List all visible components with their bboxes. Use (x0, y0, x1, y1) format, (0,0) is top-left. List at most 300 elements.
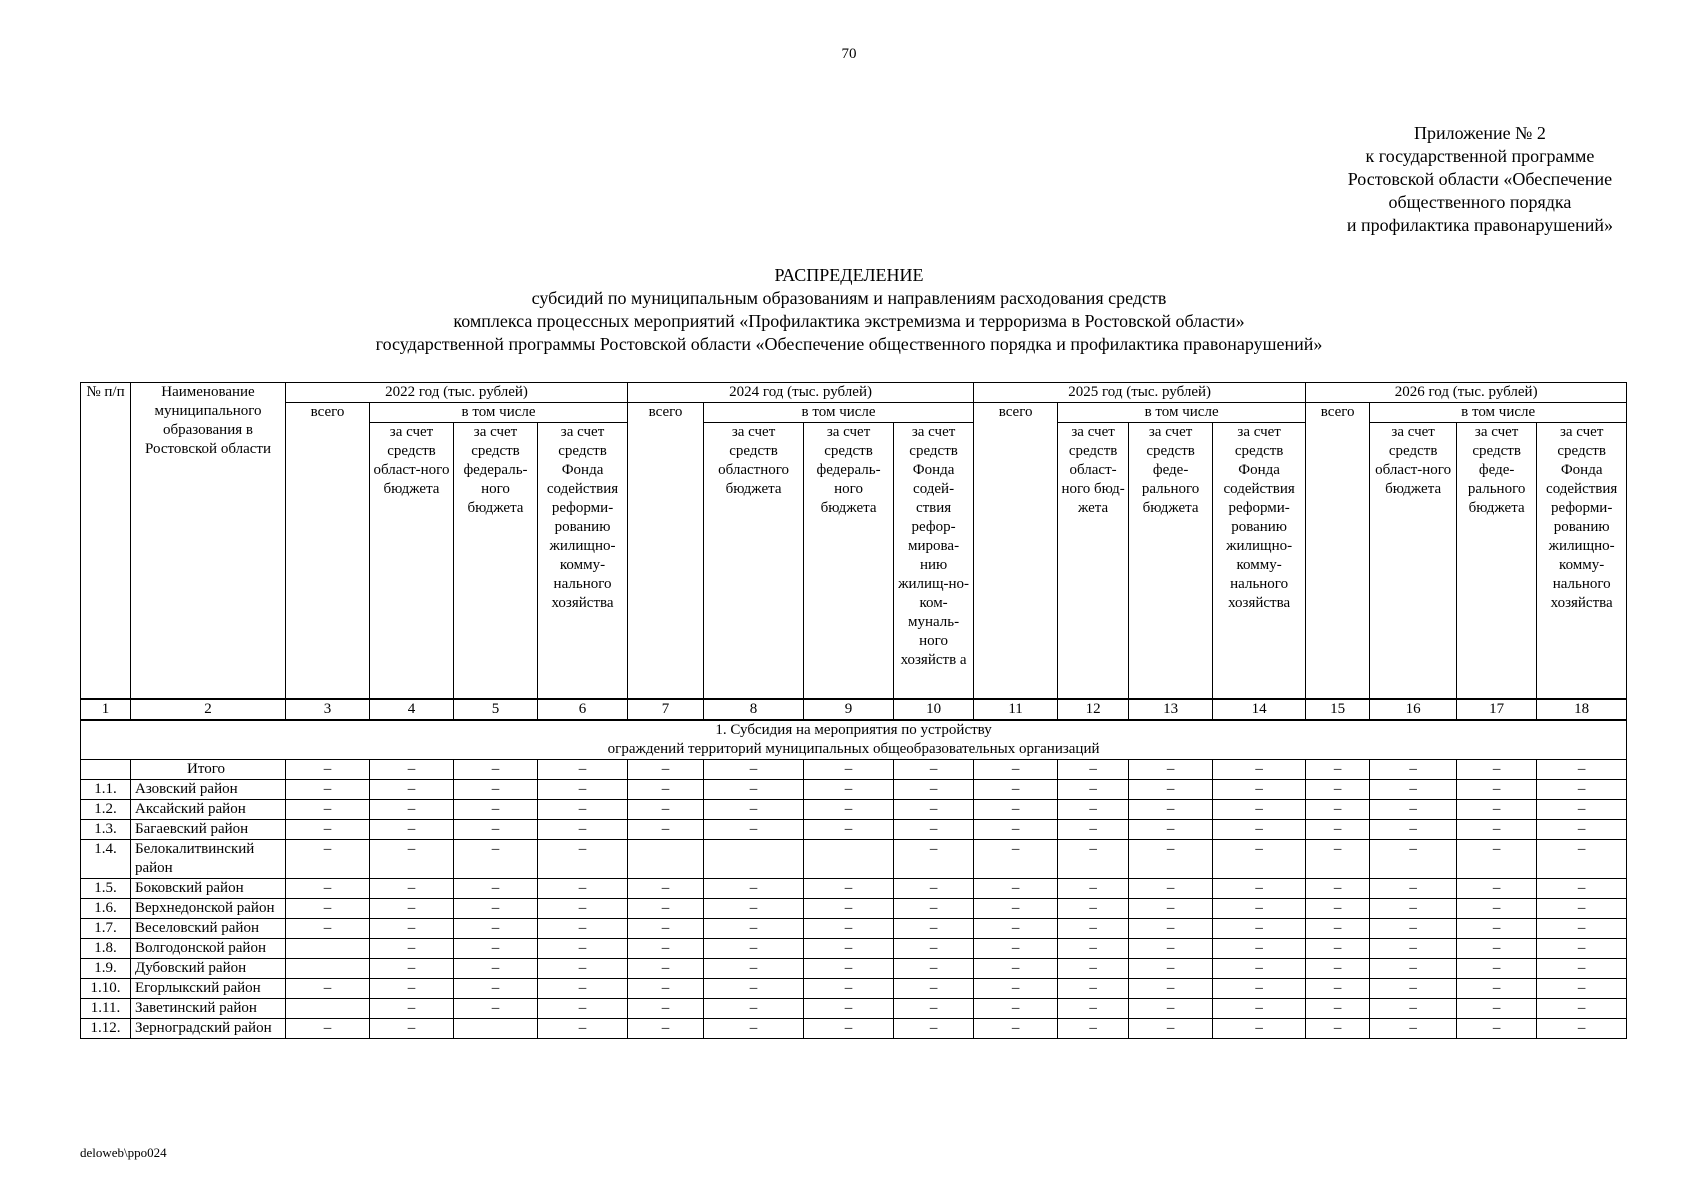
page-number: 70 (841, 46, 857, 62)
value-cell: – (894, 998, 974, 1018)
column-number: 13 (1129, 699, 1213, 720)
value-cell: – (1370, 898, 1457, 918)
header-total-2025: всего (974, 403, 1058, 699)
value-cell: – (1306, 759, 1370, 779)
value-cell: – (370, 1018, 454, 1038)
value-cell: – (1537, 839, 1627, 878)
value-cell: – (974, 799, 1058, 819)
value-cell: – (538, 978, 628, 998)
value-cell: – (974, 958, 1058, 978)
header-year-2026: 2026 год (тыс. рублей) (1306, 383, 1627, 403)
value-cell: – (370, 898, 454, 918)
value-cell: – (538, 958, 628, 978)
value-cell: – (628, 918, 704, 938)
value-cell: – (1306, 938, 1370, 958)
table-row (81, 839, 1627, 878)
value-cell: – (538, 898, 628, 918)
value-cell: – (1537, 759, 1627, 779)
table-row (81, 898, 1627, 918)
value-cell: – (804, 878, 894, 898)
value-cell: – (804, 779, 894, 799)
row-number: 1.8. (81, 938, 131, 958)
table-row (81, 998, 1627, 1018)
header-regional-budget: за счет средств област-ного бюд-жета (1058, 423, 1129, 699)
value-cell: – (454, 958, 538, 978)
value-cell: – (894, 878, 974, 898)
value-cell: – (704, 938, 804, 958)
value-cell: – (1213, 958, 1306, 978)
value-cell: – (1306, 998, 1370, 1018)
column-number: 17 (1457, 699, 1537, 720)
row-number: 1.1. (81, 779, 131, 799)
table-row (81, 918, 1627, 938)
title-line: комплекса процессных мероприятий «Профилактика экстремизма и терроризма в Ростовской области» (453, 311, 1245, 331)
value-cell: – (704, 759, 804, 779)
header-federal-budget: за счет средств федераль-ного бюджета (804, 423, 894, 699)
value-cell: – (628, 898, 704, 918)
value-cell: – (1058, 779, 1129, 799)
value-cell: – (628, 998, 704, 1018)
value-cell: – (894, 938, 974, 958)
row-number: 1.10. (81, 978, 131, 998)
value-cell: – (894, 819, 974, 839)
value-cell: – (286, 799, 370, 819)
value-cell: – (1306, 898, 1370, 918)
total-row (81, 759, 1627, 779)
value-cell: – (894, 898, 974, 918)
value-cell: – (1058, 958, 1129, 978)
value-cell: – (1213, 998, 1306, 1018)
table-row (81, 878, 1627, 898)
value-cell: – (538, 839, 628, 878)
municipality-name: Аксайский район (131, 799, 286, 819)
value-cell: – (894, 839, 974, 878)
value-cell: – (1457, 799, 1537, 819)
value-cell: – (1129, 1018, 1213, 1038)
value-cell: – (286, 898, 370, 918)
header-including-2026: в том числе (1370, 403, 1627, 423)
value-cell: – (1058, 839, 1129, 878)
header-year-2025: 2025 год (тыс. рублей) (974, 383, 1306, 403)
title-line: субсидий по муниципальным образованиям и направлениям расходования средств (531, 288, 1167, 308)
value-cell: – (628, 779, 704, 799)
municipality-name: Боковский район (131, 878, 286, 898)
value-cell: – (1537, 799, 1627, 819)
value-cell: – (1457, 878, 1537, 898)
row-number (81, 759, 131, 779)
value-cell: – (1370, 918, 1457, 938)
value-cell: – (628, 759, 704, 779)
row-number: 1.3. (81, 819, 131, 839)
value-cell: – (454, 918, 538, 938)
value-cell: – (1213, 918, 1306, 938)
value-cell: – (974, 819, 1058, 839)
value-cell: – (1370, 998, 1457, 1018)
value-cell: – (1129, 878, 1213, 898)
value-cell: – (1129, 759, 1213, 779)
value-cell: – (286, 779, 370, 799)
value-cell: – (628, 958, 704, 978)
value-cell: – (1370, 938, 1457, 958)
header-regional-budget: за счет средств област-ного бюджета (370, 423, 454, 699)
value-cell: – (1370, 958, 1457, 978)
column-number: 2 (131, 699, 286, 720)
value-cell (286, 998, 370, 1018)
value-cell: – (704, 1018, 804, 1038)
value-cell: – (1306, 978, 1370, 998)
column-number-row (81, 699, 1627, 720)
value-cell: – (370, 819, 454, 839)
appendix-line: Ростовской области «Обеспечение (1347, 169, 1613, 189)
value-cell: – (1306, 799, 1370, 819)
section-title-line: 1. Субсидия на мероприятия по устройству (715, 721, 992, 738)
header-federal-budget: за счет средств феде-рального бюджета (1457, 423, 1537, 699)
value-cell: – (1129, 779, 1213, 799)
row-number: 1.4. (81, 839, 131, 878)
value-cell: – (974, 998, 1058, 1018)
value-cell: – (538, 799, 628, 819)
value-cell: – (1058, 878, 1129, 898)
value-cell: – (1537, 898, 1627, 918)
header-federal-budget: за счет средств феде-рального бюджета (1129, 423, 1213, 699)
value-cell: – (628, 819, 704, 839)
value-cell: – (894, 978, 974, 998)
value-cell: – (286, 978, 370, 998)
value-cell: – (538, 1018, 628, 1038)
value-cell: – (1213, 839, 1306, 878)
value-cell: – (704, 819, 804, 839)
value-cell: – (628, 1018, 704, 1038)
value-cell: – (1537, 779, 1627, 799)
value-cell: – (454, 839, 538, 878)
value-cell: – (286, 918, 370, 938)
column-number: 8 (704, 699, 804, 720)
value-cell: – (370, 978, 454, 998)
value-cell: – (1370, 878, 1457, 898)
value-cell: – (1058, 978, 1129, 998)
value-cell: – (804, 759, 894, 779)
value-cell: – (1129, 978, 1213, 998)
value-cell: – (804, 819, 894, 839)
value-cell: – (454, 759, 538, 779)
value-cell: – (1213, 759, 1306, 779)
value-cell: – (1306, 819, 1370, 839)
municipality-name: Веселовский район (131, 918, 286, 938)
municipality-name: Волгодонской район (131, 938, 286, 958)
value-cell: – (1213, 799, 1306, 819)
column-number: 7 (628, 699, 704, 720)
value-cell: – (804, 918, 894, 938)
value-cell: – (1306, 779, 1370, 799)
value-cell: – (454, 799, 538, 819)
value-cell (804, 839, 894, 878)
column-number: 6 (538, 699, 628, 720)
header-total-2024: всего (628, 403, 704, 699)
value-cell: – (704, 878, 804, 898)
header-housing-fund: за счет средств Фонда содействия реформи-рованию жилищно-комму-нального хозяйства (538, 423, 628, 699)
value-cell: – (286, 878, 370, 898)
column-number: 4 (370, 699, 454, 720)
municipality-name: Егорлыкский район (131, 978, 286, 998)
appendix-line: и профилактика правонарушений» (1346, 215, 1613, 235)
column-number: 3 (286, 699, 370, 720)
value-cell: – (894, 759, 974, 779)
table-row (81, 978, 1627, 998)
table-row (81, 799, 1627, 819)
value-cell: – (1457, 1018, 1537, 1038)
value-cell: – (1213, 898, 1306, 918)
table-row (81, 1018, 1627, 1038)
value-cell: – (628, 799, 704, 819)
value-cell: – (704, 779, 804, 799)
value-cell: – (1537, 819, 1627, 839)
value-cell: – (370, 779, 454, 799)
table-row (81, 938, 1627, 958)
value-cell: – (1129, 998, 1213, 1018)
value-cell: – (804, 938, 894, 958)
header-including-2024: в том числе (704, 403, 974, 423)
value-cell: – (894, 958, 974, 978)
footer-code: deloweb\ppo024 (80, 1145, 167, 1160)
value-cell: – (1370, 839, 1457, 878)
value-cell: – (1370, 978, 1457, 998)
value-cell: – (1537, 978, 1627, 998)
value-cell: – (974, 978, 1058, 998)
municipality-name: Белокалитвинский район (131, 839, 286, 878)
value-cell: – (1058, 998, 1129, 1018)
value-cell: – (538, 759, 628, 779)
value-cell: – (454, 978, 538, 998)
value-cell: – (1457, 819, 1537, 839)
header-total-2026: всего (1306, 403, 1370, 699)
value-cell: – (1306, 839, 1370, 878)
subsidy-table (80, 382, 1627, 1039)
value-cell: – (704, 799, 804, 819)
value-cell: – (538, 878, 628, 898)
value-cell: – (1306, 958, 1370, 978)
value-cell: – (1537, 958, 1627, 978)
value-cell: – (804, 958, 894, 978)
appendix-note (1347, 122, 1613, 237)
value-cell (704, 839, 804, 878)
column-number: 9 (804, 699, 894, 720)
value-cell: – (1537, 938, 1627, 958)
appendix-line: к государственной программе (1365, 146, 1595, 166)
value-cell: – (1457, 779, 1537, 799)
value-cell: – (1370, 819, 1457, 839)
value-cell: – (804, 799, 894, 819)
value-cell: – (454, 779, 538, 799)
value-cell: – (1129, 938, 1213, 958)
municipality-name: Дубовский район (131, 958, 286, 978)
row-number: 1.11. (81, 998, 131, 1018)
value-cell: – (454, 938, 538, 958)
value-cell: – (628, 938, 704, 958)
value-cell: – (1370, 779, 1457, 799)
value-cell: – (1370, 799, 1457, 819)
column-number: 15 (1306, 699, 1370, 720)
value-cell: – (1306, 878, 1370, 898)
value-cell: – (1129, 839, 1213, 878)
value-cell: – (1058, 938, 1129, 958)
value-cell: – (974, 918, 1058, 938)
value-cell: – (1058, 918, 1129, 938)
value-cell: – (286, 759, 370, 779)
value-cell (454, 1018, 538, 1038)
value-cell (286, 958, 370, 978)
header-num: № п/п (81, 383, 131, 699)
value-cell: – (454, 878, 538, 898)
column-number: 5 (454, 699, 538, 720)
value-cell: – (804, 898, 894, 918)
value-cell: – (454, 819, 538, 839)
value-cell: – (974, 878, 1058, 898)
value-cell: – (894, 779, 974, 799)
header-housing-fund: за счет средств Фонда содействия реформи-рованию жилищно-комму-нального хозяйства (1537, 423, 1627, 699)
value-cell: – (370, 878, 454, 898)
value-cell: – (1058, 799, 1129, 819)
header-including-2025: в том числе (1058, 403, 1306, 423)
header-year-2024: 2024 год (тыс. рублей) (628, 383, 974, 403)
value-cell: – (1457, 958, 1537, 978)
value-cell: – (628, 878, 704, 898)
section-title (81, 720, 1627, 760)
value-cell: – (1537, 1018, 1627, 1038)
value-cell: – (286, 1018, 370, 1038)
value-cell: – (1457, 978, 1537, 998)
value-cell: – (804, 978, 894, 998)
value-cell: – (286, 839, 370, 878)
municipality-name: Заветинский район (131, 998, 286, 1018)
value-cell: – (1129, 799, 1213, 819)
value-cell: – (1213, 938, 1306, 958)
value-cell: – (704, 998, 804, 1018)
column-number: 1 (81, 699, 131, 720)
value-cell: – (1213, 819, 1306, 839)
value-cell: – (454, 898, 538, 918)
value-cell: – (628, 978, 704, 998)
municipality-name: Багаевский район (131, 819, 286, 839)
value-cell: – (974, 1018, 1058, 1038)
municipality-name: Верхнедонской район (131, 898, 286, 918)
municipality-name: Зерноградский район (131, 1018, 286, 1038)
value-cell: – (1058, 898, 1129, 918)
column-number: 10 (894, 699, 974, 720)
header-regional-budget: за счет средств областного бюджета (704, 423, 804, 699)
value-cell: – (974, 938, 1058, 958)
row-number: 1.12. (81, 1018, 131, 1038)
value-cell: – (370, 998, 454, 1018)
appendix-line: общественного порядка (1388, 192, 1572, 212)
value-cell: – (704, 958, 804, 978)
row-number: 1.2. (81, 799, 131, 819)
value-cell: – (1058, 1018, 1129, 1038)
value-cell: – (1213, 978, 1306, 998)
header-total-2022: всего (286, 403, 370, 699)
table-row (81, 779, 1627, 799)
value-cell: – (704, 898, 804, 918)
value-cell: – (538, 938, 628, 958)
table-row (81, 819, 1627, 839)
value-cell: – (894, 1018, 974, 1038)
value-cell: – (974, 898, 1058, 918)
title-heading: РАСПРЕДЕЛЕНИЕ (774, 265, 924, 285)
value-cell: – (1537, 878, 1627, 898)
value-cell: – (1537, 998, 1627, 1018)
value-cell: – (538, 918, 628, 938)
header-including-2022: в том числе (370, 403, 628, 423)
value-cell (286, 938, 370, 958)
value-cell: – (1129, 958, 1213, 978)
value-cell: – (1213, 878, 1306, 898)
value-cell: – (974, 759, 1058, 779)
column-number: 11 (974, 699, 1058, 720)
value-cell: – (538, 819, 628, 839)
value-cell: – (538, 779, 628, 799)
value-cell: – (1457, 938, 1537, 958)
header-housing-fund: за счет средств Фонда содей-ствия рефор-мирова-нию жилищ-но-ком-муналь-ного хозяйств а (894, 423, 974, 699)
value-cell: – (1306, 918, 1370, 938)
value-cell: – (1370, 1018, 1457, 1038)
appendix-line: Приложение № 2 (1414, 123, 1546, 143)
value-cell: – (286, 819, 370, 839)
value-cell: – (704, 978, 804, 998)
header-year-2022: 2022 год (тыс. рублей) (286, 383, 628, 403)
value-cell: – (1537, 918, 1627, 938)
value-cell: – (1457, 918, 1537, 938)
value-cell: – (804, 1018, 894, 1038)
value-cell (628, 839, 704, 878)
value-cell: – (1129, 898, 1213, 918)
value-cell: – (1058, 819, 1129, 839)
value-cell: – (894, 799, 974, 819)
value-cell: – (894, 918, 974, 938)
total-label: Итого (131, 759, 286, 779)
header-housing-fund: за счет средств Фонда содействия реформи-рованию жилищно-комму-нального хозяйства (1213, 423, 1306, 699)
column-number: 18 (1537, 699, 1627, 720)
value-cell: – (370, 759, 454, 779)
value-cell: – (974, 779, 1058, 799)
column-number: 16 (1370, 699, 1457, 720)
value-cell: – (538, 998, 628, 1018)
column-number: 14 (1213, 699, 1306, 720)
value-cell: – (1370, 759, 1457, 779)
value-cell: – (1129, 819, 1213, 839)
header-name: Наименование муниципального образования в Ростовской области (131, 383, 286, 699)
row-number: 1.6. (81, 898, 131, 918)
column-number: 12 (1058, 699, 1129, 720)
title-line: государственной программы Ростовской области «Обеспечение общественного порядка и профилактика правонарушений» (375, 334, 1323, 354)
value-cell: – (1129, 918, 1213, 938)
header-regional-budget: за счет средств област-ного бюджета (1370, 423, 1457, 699)
value-cell: – (1457, 898, 1537, 918)
value-cell: – (370, 839, 454, 878)
value-cell: – (1306, 1018, 1370, 1038)
value-cell: – (1457, 759, 1537, 779)
value-cell: – (454, 998, 538, 1018)
value-cell: – (1058, 759, 1129, 779)
value-cell: – (804, 998, 894, 1018)
value-cell: – (1457, 998, 1537, 1018)
row-number: 1.5. (81, 878, 131, 898)
row-number: 1.7. (81, 918, 131, 938)
value-cell: – (370, 799, 454, 819)
row-number: 1.9. (81, 958, 131, 978)
value-cell: – (370, 958, 454, 978)
header-federal-budget: за счет средств федераль-ного бюджета (454, 423, 538, 699)
value-cell: – (1213, 1018, 1306, 1038)
value-cell: – (1213, 779, 1306, 799)
